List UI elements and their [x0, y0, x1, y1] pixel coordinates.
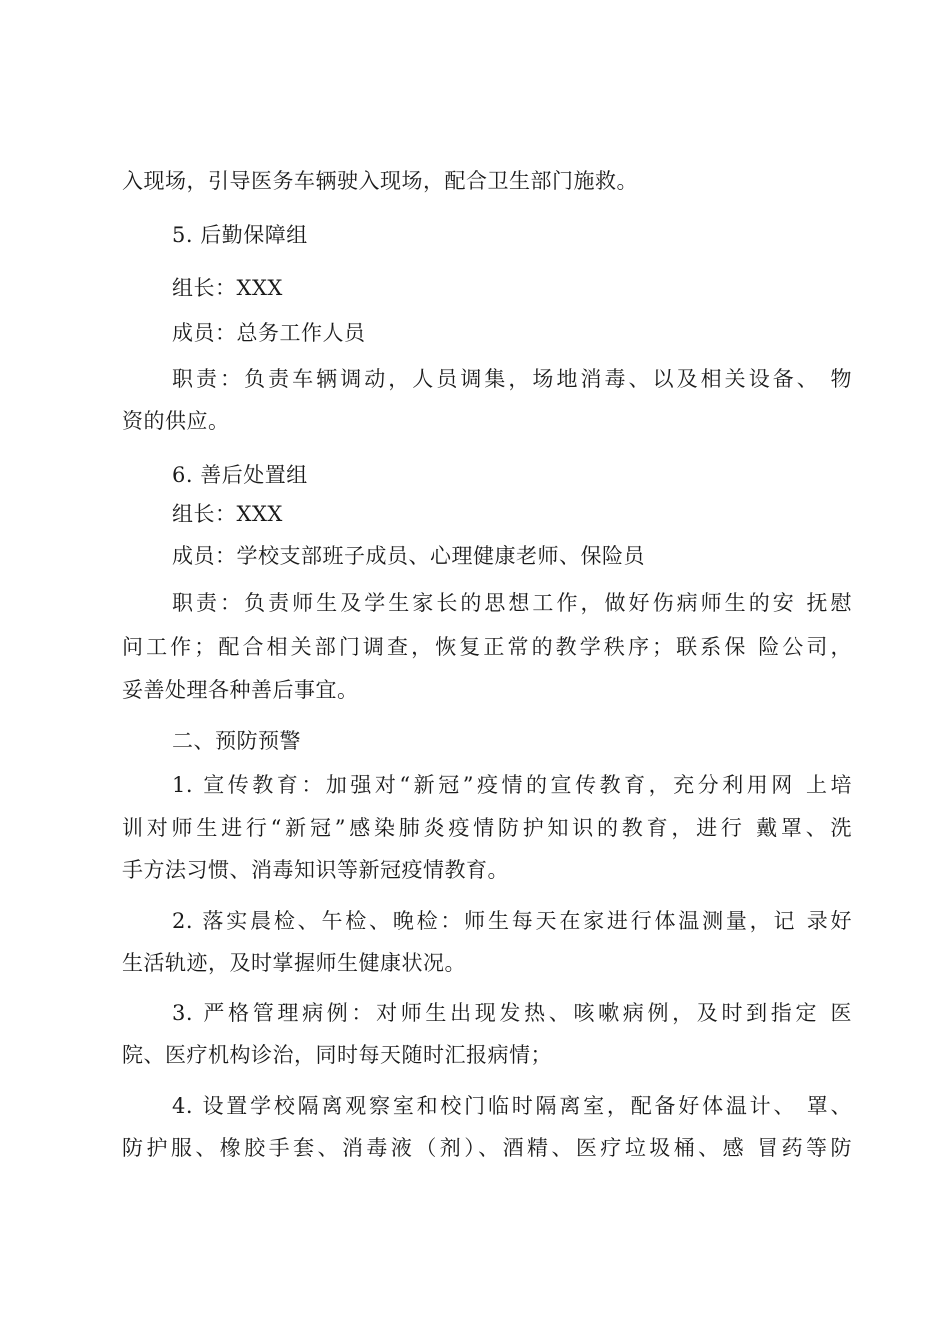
- chapter-heading: 二、预防预警: [172, 729, 301, 753]
- paragraph-line: 防护服、橡胶手套、消毒液（剂）、酒精、医疗垃圾桶、感 冒药等防: [122, 1136, 852, 1160]
- group-leader: 组长：XXX: [172, 276, 283, 300]
- group-leader: 组长：XXX: [172, 502, 283, 526]
- duty-line: 问工作；配合相关部门调查，恢复正常的教学秩序；联系保 险公司，: [122, 635, 852, 659]
- section-heading: 6. 善后处置组: [172, 463, 308, 487]
- paragraph-line: 4. 设置学校隔离观察室和校门临时隔离室，配备好体温计、 罩、: [172, 1094, 852, 1118]
- paragraph-line: 3. 严格管理病例：对师生出现发热、咳嗽病例，及时到指定 医: [172, 1001, 852, 1025]
- paragraph-line: 院、医疗机构诊治，同时每天随时汇报病情；: [122, 1043, 552, 1067]
- duty-line: 资的供应。: [122, 409, 230, 433]
- section-heading: 5. 后勤保障组: [172, 223, 308, 247]
- paragraph-line: 训对师生进行“新冠”感染肺炎疫情防护知识的教育，进行 戴罩、洗: [122, 816, 852, 840]
- duty-line: 职责：负责车辆调动，人员调集，场地消毒、以及相关设备、 物: [172, 367, 852, 391]
- duty-line: 妥善处理各种善后事宜。: [122, 678, 359, 702]
- paragraph-line: 生活轨迹，及时掌握师生健康状况。: [122, 951, 466, 975]
- paragraph-line: 1. 宣传教育：加强对“新冠”疫情的宣传教育，充分利用网 上培: [172, 773, 852, 797]
- duty-line: 职责：负责师生及学生家长的思想工作，做好伤病师生的安 抚慰: [172, 591, 852, 615]
- paragraph-line: 入现场，引导医务车辆驶入现场，配合卫生部门施救。: [122, 169, 638, 193]
- group-members: 成员：学校支部班子成员、心理健康老师、保险员: [172, 544, 645, 568]
- paragraph-line: 2. 落实晨检、午检、晚检：师生每天在家进行体温测量，记 录好: [172, 909, 852, 933]
- paragraph-line: 手方法习惯、消毒知识等新冠疫情教育。: [122, 858, 509, 882]
- group-members: 成员：总务工作人员: [172, 321, 366, 345]
